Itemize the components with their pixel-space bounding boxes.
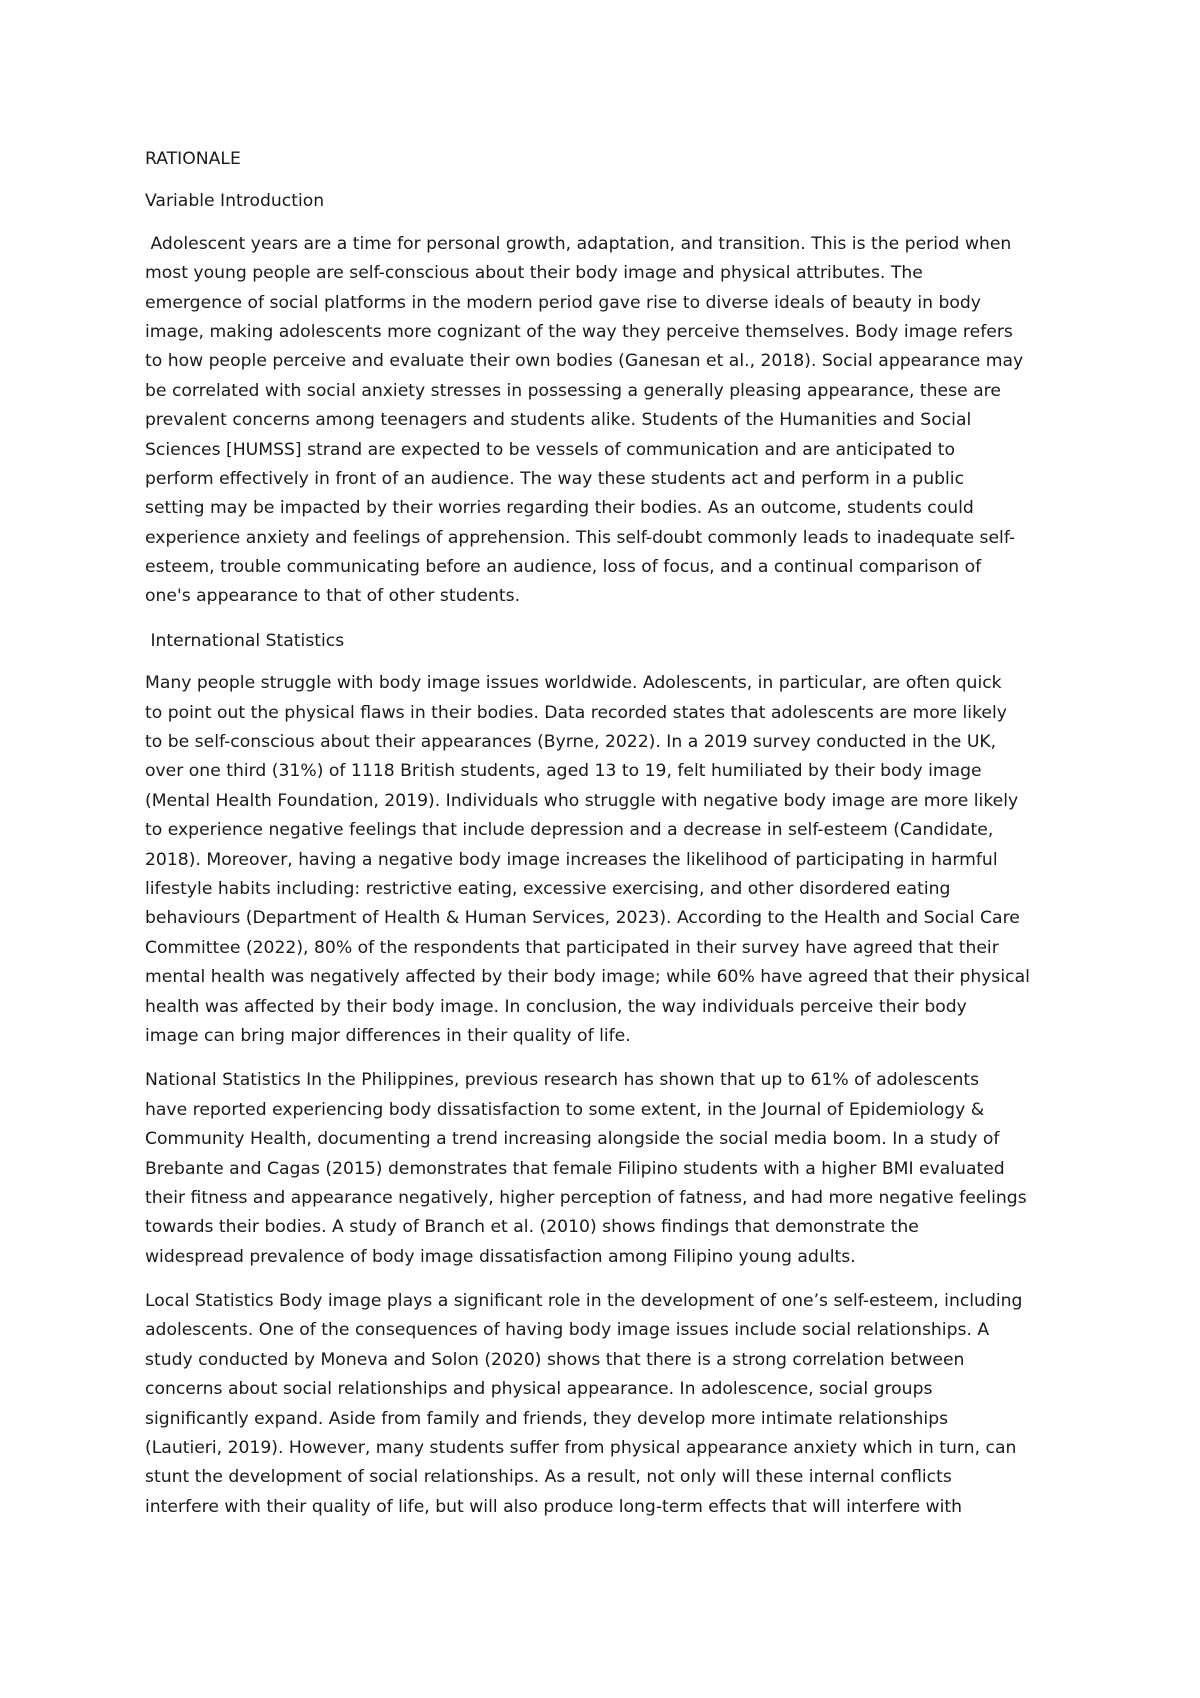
text-line: study conducted by Moneva and Solon (2020) shows that there is a strong correlation between	[145, 1349, 965, 1370]
text-line: prevalent concerns among teenagers and students alike. Students of the Humanities and Social	[145, 410, 972, 431]
text-line: be correlated with social anxiety stresses in possessing a generally pleasing appearance, these are	[145, 380, 1001, 401]
text-line: over one third (31%) of 1118 British students, aged 13 to 19, felt humiliated by their body image	[145, 761, 982, 782]
text-line: health was affected by their body image. In conclusion, the way individuals perceive their body	[145, 996, 967, 1017]
text-line: widespread prevalence of body image dissatisfaction among Filipino young adults.	[145, 1246, 856, 1267]
paragraph-local-statistics	[145, 1287, 1065, 1522]
section-heading-variable-introduction: Variable Introduction	[145, 191, 325, 212]
text-line: emergence of social platforms in the modern period gave rise to diverse ideals of beauty in body	[145, 292, 981, 313]
text-line: esteem, trouble communicating before an audience, loss of focus, and a continual comparison of	[145, 557, 982, 578]
text-line: Sciences [HUMSS] strand are expected to be vessels of communication and are anticipated to	[145, 439, 956, 460]
text-line: to how people perceive and evaluate their own bodies (Ganesan et al., 2018). Social appearance may	[145, 351, 1024, 372]
text-line: towards their bodies. A study of Branch et al. (2010) shows findings that demonstrate the	[145, 1217, 919, 1238]
text-line: experience anxiety and feelings of apprehension. This self-doubt commonly leads to inadequate self-	[145, 527, 1016, 548]
text-line: to point out the physical flaws in their bodies. Data recorded states that adolescents are more likely	[145, 702, 1007, 723]
text-line: image can bring major differences in their quality of life.	[145, 1025, 631, 1046]
text-line: behaviours (Department of Health & Human Services, 2023). According to the Health and Social Care	[145, 908, 1020, 929]
paragraph-international-statistics	[145, 669, 1065, 1051]
text-line: 2018). Moreover, having a negative body image increases the likelihood of participating in harmful	[145, 849, 998, 870]
text-line: adolescents. One of the consequences of having body image issues include social relationships. A	[145, 1320, 990, 1341]
text-line: one's appearance to that of other students.	[145, 586, 521, 607]
text-line: to be self-conscious about their appearances (Byrne, 2022). In a 2019 survey conducted in the UK,	[145, 732, 997, 753]
text-line: concerns about social relationships and physical appearance. In adolescence, social groups	[145, 1379, 933, 1400]
text-line: most young people are self-conscious about their body image and physical attributes. The	[145, 263, 923, 284]
text-line: setting may be impacted by their worries regarding their bodies. As an outcome, students could	[145, 498, 974, 519]
text-line: (Mental Health Foundation, 2019). Individuals who struggle with negative body image are more likely	[145, 790, 1019, 811]
paragraph-national-statistics	[145, 1066, 1065, 1272]
text-line: mental health was negatively affected by their body image; while 60% have agreed that their physical	[145, 967, 1030, 988]
text-line: significantly expand. Aside from family and friends, they develop more intimate relationships	[145, 1408, 949, 1429]
text-line: (Lautieri, 2019). However, many students suffer from physical appearance anxiety which in turn, can	[145, 1438, 1017, 1459]
text-line: Committee (2022), 80% of the respondents that participated in their survey have agreed that their	[145, 937, 999, 958]
text-line: Adolescent years are a time for personal growth, adaptation, and transition. This is the period when	[145, 233, 1012, 254]
text-line: National Statistics In the Philippines, previous research has shown that up to 61% of adolescents	[145, 1070, 980, 1091]
paragraph-variable-introduction	[145, 230, 1065, 612]
text-line: their fitness and appearance negatively, higher perception of fatness, and had more negative feelings	[145, 1187, 1027, 1208]
text-line: Local Statistics Body image plays a significant role in the development of one’s self-esteem, including	[145, 1291, 1023, 1312]
text-line: image, making adolescents more cognizant of the way they perceive themselves. Body image refers	[145, 321, 1013, 342]
text-line: Many people struggle with body image issues worldwide. Adolescents, in particular, are often quick	[145, 673, 1002, 694]
text-line: Brebante and Cagas (2015) demonstrates that female Filipino students with a higher BMI evaluated	[145, 1158, 1005, 1179]
section-heading-international-statistics: International Statistics	[145, 630, 345, 651]
text-line: Community Health, documenting a trend increasing alongside the social media boom. In a study of	[145, 1129, 1000, 1150]
document-title: RATIONALE	[145, 149, 241, 169]
text-line: to experience negative feelings that include depression and a decrease in self-esteem (Candidate,	[145, 820, 994, 841]
text-line: lifestyle habits including: restrictive eating, excessive exercising, and other disordered eating	[145, 878, 951, 899]
text-line: stunt the development of social relationships. As a result, not only will these internal conflicts	[145, 1467, 952, 1488]
text-line: have reported experiencing body dissatisfaction to some extent, in the Journal of Epidemiology &	[145, 1099, 985, 1120]
text-line: interfere with their quality of life, but will also produce long-term effects that will interfere with	[145, 1496, 962, 1517]
text-line: perform effectively in front of an audience. The way these students act and perform in a public	[145, 468, 965, 489]
